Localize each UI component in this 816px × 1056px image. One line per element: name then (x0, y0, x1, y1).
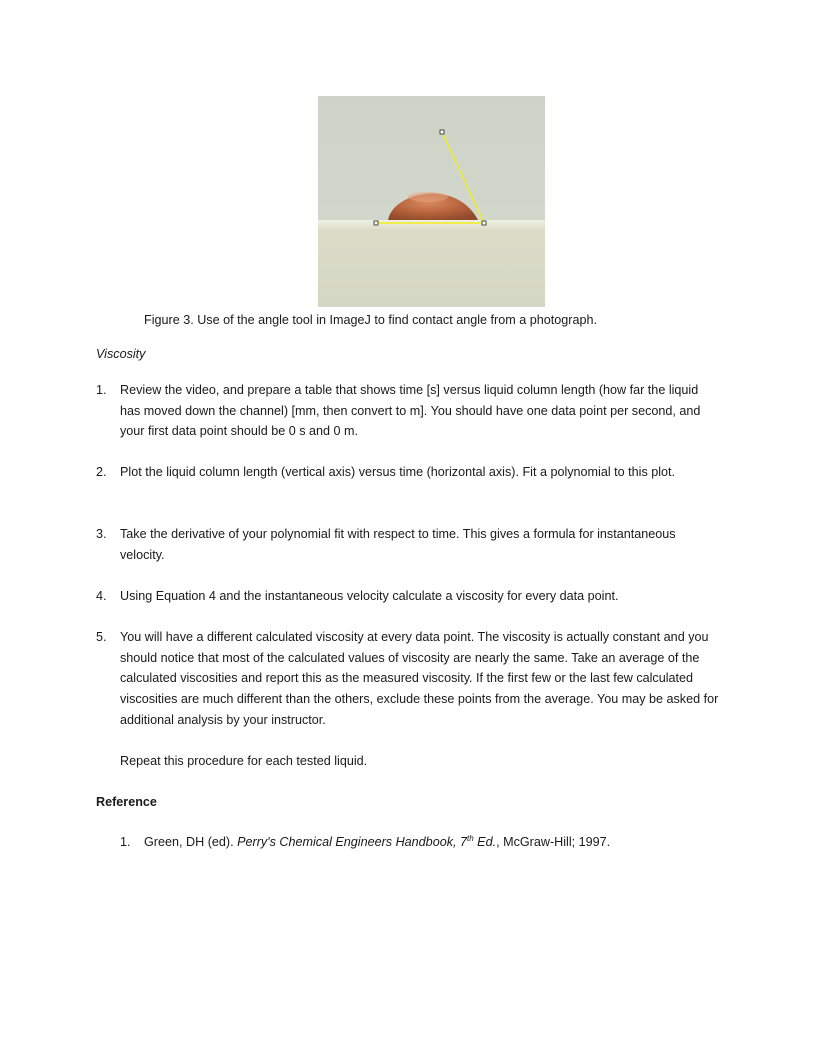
reference-publisher: , McGraw-Hill; 1997. (496, 835, 611, 849)
droplet-illustration (318, 96, 545, 307)
step-number: 4. (96, 589, 107, 603)
step-text: Review the video, and prepare a table that shows time [s] versus liquid column length (how far the liquid has moved down the channel) [mm, then convert to m]. You should have one data point per second, and your first data point should be 0 s and 0 m. (120, 383, 701, 439)
step-number: 1. (96, 383, 107, 397)
step-text: Using Equation 4 and the instantaneous velocity calculate a viscosity for every data point. (120, 589, 619, 603)
solid-surface (318, 220, 545, 307)
reference-number: 1. (120, 835, 131, 849)
repeat-note: Repeat this procedure for each tested liquid. (120, 754, 368, 768)
step-number: 5. (96, 630, 107, 644)
reference-text (144, 832, 720, 853)
contact-angle-photo (318, 96, 545, 307)
step-number: 3. (96, 527, 107, 541)
reference-edition: Ed. (473, 835, 497, 849)
section-heading-viscosity: Viscosity (96, 347, 146, 361)
droplet-highlight (408, 192, 448, 202)
section-heading-reference: Reference (96, 795, 157, 809)
reference-edition-superscript: th (467, 833, 474, 843)
step-number: 2. (96, 465, 107, 479)
angle-handle-top (440, 130, 444, 134)
figure-caption: Figure 3. Use of the angle tool in ImageJ to find contact angle from a photograph. (144, 313, 597, 327)
reference-author: Green, DH (ed). (144, 835, 238, 849)
step-text: Plot the liquid column length (vertical axis) versus time (horizontal axis). Fit a polynomial to this plot. (120, 465, 676, 479)
step-text: Take the derivative of your polynomial fit with respect to time. This gives a formula for instantaneous velocity. (120, 527, 676, 562)
angle-handle-left (374, 221, 378, 225)
reference-title: Perry's Chemical Engineers Handbook, 7 (237, 835, 467, 849)
step-text: You will have a different calculated viscosity at every data point. The viscosity is actually constant and you should notice that most of the calculated values of viscosity are nearly the same. Take an average of the calculated viscosities and report this as the measured viscosity. If the first few or the last few calculated viscosities are much different than the others, exclude these points from the average. You may be asked for additional analysis by your instructor. (120, 630, 719, 727)
angle-handle-vertex (482, 221, 486, 225)
